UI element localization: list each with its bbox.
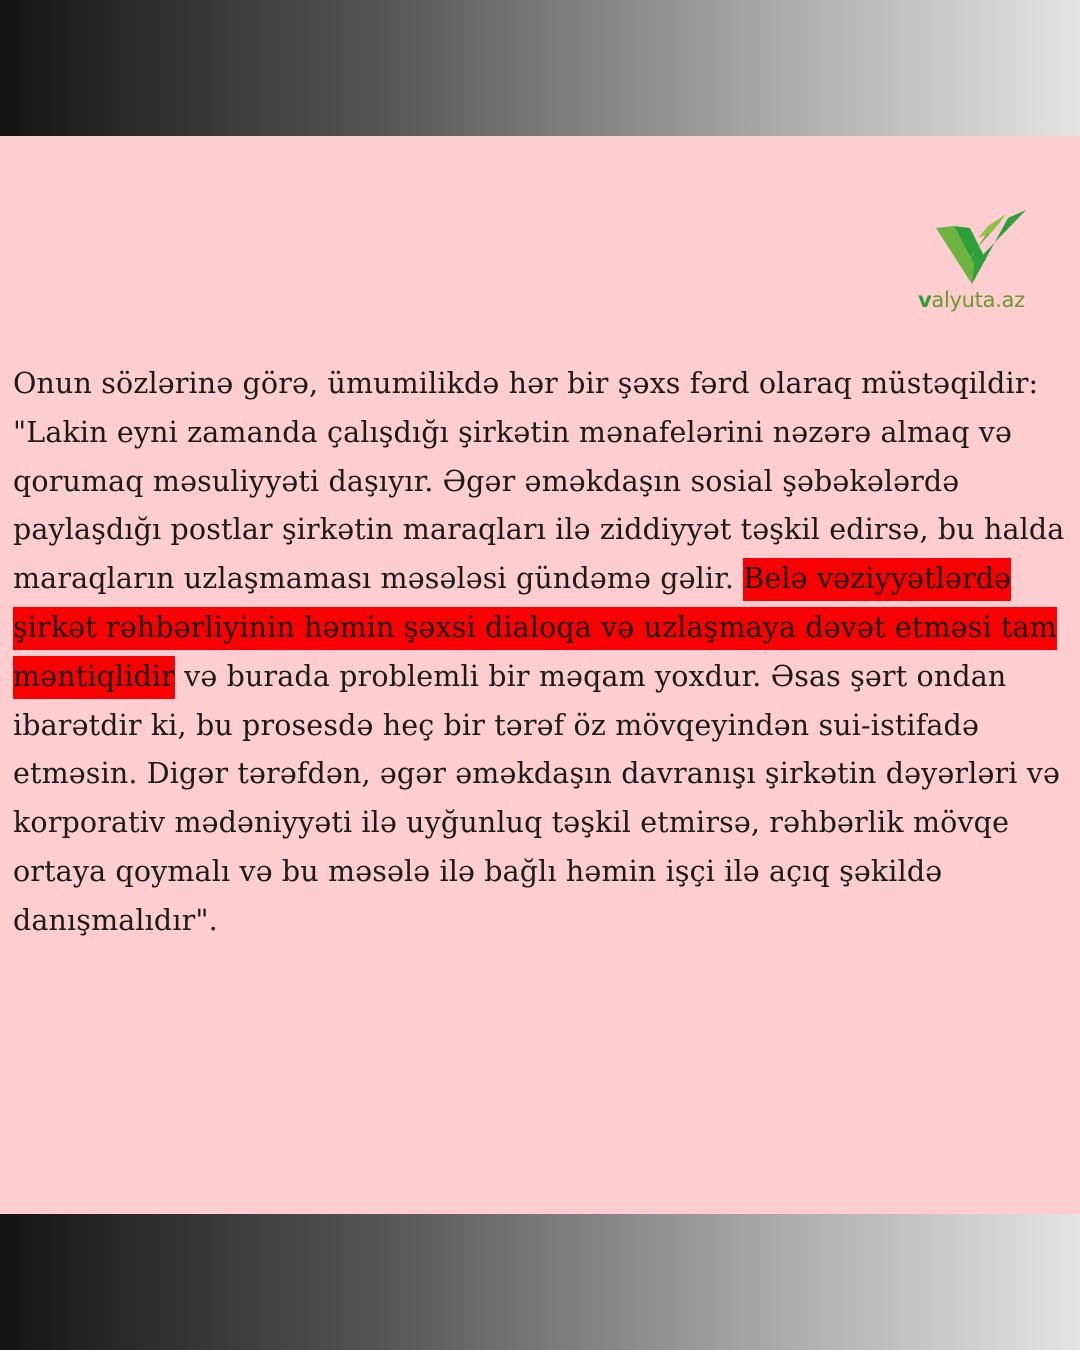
top-gradient-band: [0, 0, 1080, 136]
checkmark-logo-icon: [932, 206, 1032, 286]
logo-wordmark-rest: alyuta.az: [931, 288, 1025, 312]
logo-wordmark-initial: v: [918, 288, 932, 312]
highlighted-sentence: Belə vəziyyətlərdə şirkət rəhbərliyinin həmin şəxsi dialoqa və uzlaşmaya dəvət etməsi tam məntiqlidir: [13, 558, 1057, 699]
brand-logo: [914, 206, 1054, 326]
logo-wordmark: [918, 288, 1025, 312]
bottom-gradient-band: [0, 1214, 1080, 1350]
article-quote: [13, 360, 1073, 946]
content-card: [0, 136, 1080, 1214]
article-text-before: Onun sözlərinə görə, ümumilikdə hər bir şəxs fərd olaraq müstəqildir: "Lakin eyni zamanda çalışdığı şirkətin mənafelərini nəzərə almaq və qorumaq məsuliyyəti daşıyır. Əgər əməkdaşın sosial şəbəkələrdə paylaşdığı postlar şirkətin maraqları ilə ziddiyyət təşkil edirsə, bu halda maraqların uzlaşmaması məsələsi gündəmə gəlir.: [13, 367, 1065, 596]
article-text-after: və burada problemli bir məqam yoxdur. Əsas şərt ondan ibarətdir ki, bu prosesdə heç bir tərəf öz mövqeyindən sui-istifadə etməsin. Digər tərəfdən, əgər əməkdaşın davranışı şirkətin dəyərləri və korporativ mədəniyyəti ilə uyğunluq təşkil etmirsə, rəhbərlik mövqe ortaya qoymalı və bu məsələ ilə bağlı həmin işçi ilə açıq şəkildə danışmalıdır".: [13, 659, 1061, 937]
